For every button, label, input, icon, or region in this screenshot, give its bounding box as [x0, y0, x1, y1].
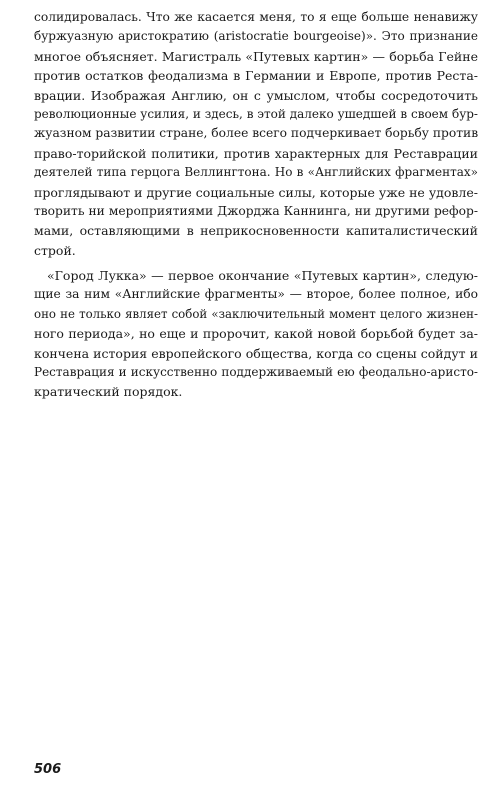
- text-line: «Город Лукка» — первое окончание «Путевых картин», следую-: [47, 268, 478, 284]
- text-line: многое объясняет. Магистраль «Путевых картин» — борьба Гейне: [34, 48, 478, 64]
- page-number: 506: [34, 762, 62, 777]
- text-line: кончена история европейского общества, когда со сцены сойдут и: [34, 345, 478, 361]
- text-line: жуазном развитии стране, более всего подчеркивает борьбу против: [34, 126, 479, 141]
- paragraph-2: [34, 266, 478, 402]
- text-line: солидировалась. Что же касается меня, то я еще больше ненавижу: [34, 10, 478, 24]
- text-line: Реставрация и искусственно поддерживаемый ею феодально-аристо-: [34, 365, 478, 380]
- text-line: право-торийской политики, против характерных для Реставрации: [34, 145, 478, 161]
- text-line: буржуазную аристократию (aristocratie bourgeoise)». Это признание: [34, 29, 478, 44]
- text-line: оно не только являет собой «заключительный момент целого жизнен-: [34, 306, 478, 321]
- text-line: мами, оставляющими в неприкосновенности капиталистический: [34, 223, 478, 239]
- text-line: проглядывают и другие социальные силы, которые уже не удовле-: [34, 184, 478, 200]
- text-line: против остатков феодализма в Германии и Европе, против Реста-: [34, 68, 478, 84]
- text-line: деятелей типа герцога Веллингтона. Но в «Английских фрагментах»: [34, 165, 478, 180]
- text-line: кратический порядок.: [34, 384, 183, 400]
- text-line: врации. Изображая Англию, он с умыслом, чтобы сосредоточить: [34, 87, 478, 103]
- text-body: [34, 8, 478, 402]
- paragraph-1: [34, 8, 478, 260]
- text-line: щие за ним «Английские фрагменты» — второе, более полное, ибо: [34, 287, 478, 302]
- text-line: строй.: [34, 242, 76, 258]
- text-line: творить ни мероприятиями Джорджа Каннинга, ни другими рефор-: [34, 203, 478, 218]
- text-line: ного периода», но еще и пророчит, какой новой борьбой будет за-: [34, 326, 478, 342]
- text-line: революционные усилия, и здесь, в этой далеко ушедшей в своем бур-: [34, 106, 478, 121]
